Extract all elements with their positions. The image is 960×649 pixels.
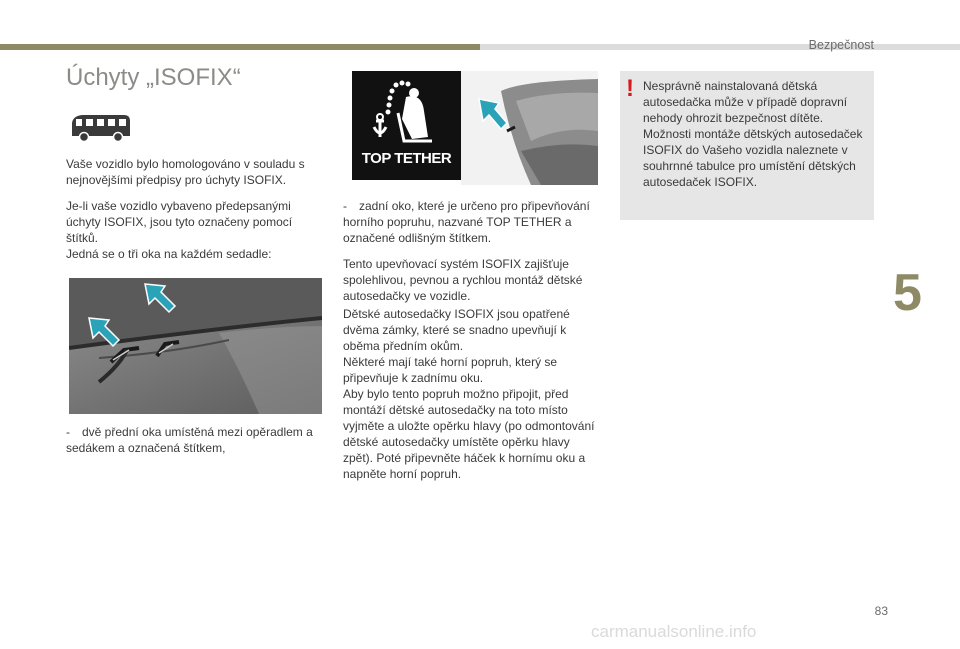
bullet-dash-rear: - [343,199,347,213]
exclamation-icon: ! [626,75,634,102]
warning-box [620,71,874,220]
rear-ring-bullet [343,198,599,246]
top-tether-text: TOP TETHER [361,150,452,167]
warning-text-2: Možnosti montáže dětských autosedaček ISOFIX do Vašeho vozidla naleznete v souhrnné tabulce pro umístění dětských autosedaček ISOFIX. [643,127,863,189]
child-seats-text-3: Aby bylo tento popruh možno připojit, před montáží dětské autosedačky na toto místo vyjměte a uložte opěrku hlavy (po odmontování dětské autosedačky umístěte opěrku hlavy zpět). Poté připevněte háček k hornímu oku a napněte horní popruh. [343,387,595,481]
intro-paragraph: Vaše vozidlo bylo homologováno v souladu s nejnovějšími předpisy pro úchyty ISOFIX. [66,157,305,187]
warning-text-1: Nesprávně nainstalovaná dětská autosedačka může v případě dopravní nehody ohrozit bezpečnost dítěte. [643,79,848,125]
child-seats-paragraph [343,306,601,482]
front-rings-bullet [66,424,316,456]
page-number: 83 [874,604,888,618]
seat-anchorages-photo [69,278,322,414]
top-tether-label-image [352,71,461,180]
chapter-number: 5 [893,264,922,322]
footer-watermark[interactable]: carmanualsonline.info [591,622,757,641]
header-accent-bar [0,44,480,50]
page-title: Úchyty „ISOFIX“ [66,64,241,91]
equipped-paragraph [66,198,306,262]
child-seats-text-2: Některé mají také horní popruh, který se připevňuje k zadnímu oku. [343,355,558,385]
system-paragraph: Tento upevňovací systém ISOFIX zajišťuje spolehlivou, pevnou a rychlou montáž dětské autosedačky ve vozidle. [343,257,583,303]
header-light-bar [480,44,960,50]
section-label: Bezpečnost [808,38,874,52]
child-seats-text-1: Dětské autosedačky ISOFIX jsou opatřené dvěma zámky, které se snadno upevňují k oběma předním okům. [343,307,570,353]
three-rings-text: Jedná se o tři oka na každém sedadle: [66,247,272,261]
rear-anchor-photo [461,71,598,185]
equipped-text: Je-li vaše vozidlo vybaveno předepsanými úchyty ISOFIX, jsou tyto označeny pomocí štítků. [66,199,293,245]
bullet-dash: - [66,425,70,439]
bullet-rear-text: zadní oko, které je určeno pro připevňování horního popruhu, nazvané TOP TETHER a označené odlišným štítkem. [343,199,590,245]
warning-text [643,78,869,190]
van-icon [68,112,132,142]
bullet-front-text: dvě přední oka umístěná mezi opěradlem a sedákem a označená štítkem, [66,425,313,455]
